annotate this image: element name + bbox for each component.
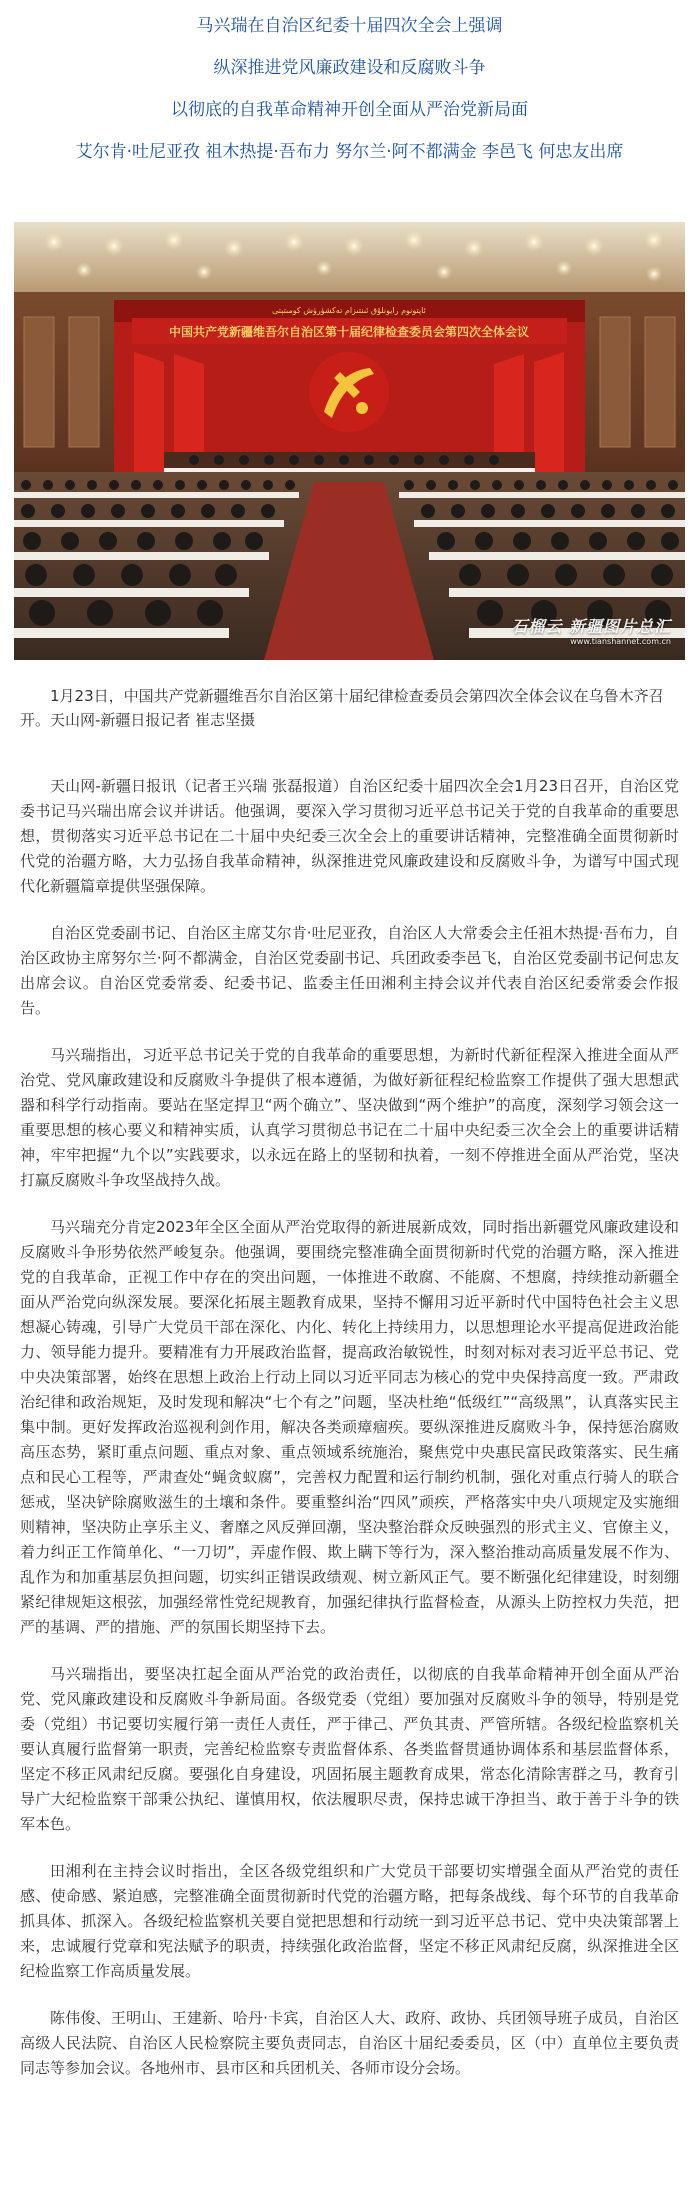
paragraph: 田湘利在主持会议时指出，全区各级党组织和广大党员干部要切实增强全面从严治党的责任感、使命感、紧迫感，完整准确全面贯彻新时代党的治疆方略，把每条战线、每个环节的自我革命抓具体、抓深入。各级纪检监察机关要自觉把思想和行动统一到习近平总书记、党中央决策部署上来，忠诚履行党章和宪法赋予的职责，持续强化政治监督，坚定不移正风肃纪反腐，纵深推进全区纪检监察工作高质量发展。 [20,1862,679,1980]
banner-text: 中国共产党新疆维吾尔自治区第十届纪律检查委员会第四次全体会议 [168,325,530,339]
paragraph: 陈伟俊、王明山、王建新、哈丹·卡宾，自治区人大、政府、政协、兵团领导班子成员，自治区高级人民法院、自治区人民检察院主要负责同志，自治区十届纪委委员，区（中）直单位主要负责同志等参加会议。各地州市、县市区和兵团机关、各师市设分会场。 [20,2009,679,2077]
caption-text: 1月23日，中国共产党新疆维吾尔自治区第十届纪律检查委员会第四次全体会议在乌鲁木齐召开。天山网-新疆日报记者 崔志坚摄 [20,687,664,729]
article-body [20,774,679,2103]
paragraph: 马兴瑞指出，习近平总书记关于党的自我革命的重要思想，为新时代新征程深入推进全面从严治党、党风廉政建设和反腐败斗争提供了根本遵循，为做好新征程纪检监察工作提供了强大思想武器和科学行动指南。要站在坚定捍卫“两个确立”、坚决做到“两个维护”的高度，深刻学习领会这一重要思想的核心要义和精神实质，认真学习贯彻总书记在二十届中央纪委三次全会上的重要讲话精神，牢牢把握“九个以”实践要求，以永远在路上的坚韧和执着，一刻不停推进全面从严治党，坚决打赢反腐败斗争攻坚战持久战。 [20,1046,679,1189]
paragraph: 天山网-新疆日报讯（记者王兴瑞 张磊报道）自治区纪委十届四次全会1月23日召开，自治区党委书记马兴瑞出席会议并讲话。他强调，要深入学习贯彻习近平总书记关于党的自我革命的重要思想，贯彻落实习近平总书记在二十届中央纪委三次全会上的重要讲话精神，完整准确全面贯彻新时代党的治疆方略，大力弘扬自我革命精神，纵深推进党风廉政建设和反腐败斗争，为谱写中国式现代化新疆篇章提供坚强保障。 [20,777,679,895]
banner-uyghur-text: ئاپتونوم رايونلۇق ئىنتىزام تەكشۈرۈش كومىتېتى [272,306,426,315]
headline-main: 马兴瑞在自治区纪委十届四次全会上强调 [196,16,503,36]
photo-watermark [511,614,671,646]
paragraph: 马兴瑞指出，要坚决扛起全面从严治党的政治责任，以彻底的自我革命精神开创全面从严治党、党风廉政建设和反腐败斗争新局面。各级党委（党组）要加强对反腐败斗争的领导，特别是党委（党组）书记要切实履行第一责任人责任，严于律己、严负其责、严管所辖。各级纪检监察机关要认真履行监督第一职责，完善纪检监察专责监督体系、各类监督贯通协调体系和基层监督体系，坚定不移正风肃纪反腐。要强化自身建设，巩固拓展主题教育成果，常态化清除害群之马，教育引导广大纪检监察干部秉公执纪、谨慎用权，依法履职尽责，保持忠诚干净担当、敢于善于斗争的铁军本色。 [20,1665,679,1833]
photo-caption [20,684,679,740]
headline-block [0,14,699,182]
meeting-photo [14,222,685,660]
paragraph: 马兴瑞充分肯定2023年全区全面从严治党取得的新进展新成效，同时指出新疆党风廉政建设和反腐败斗争形势依然严峻复杂。他强调，要围绕完整准确全面贯彻新时代党的治疆方略，深入推进党的自我革命，正视工作中存在的突出问题，一体推进不敢腐、不能腐、不想腐，持续推动新疆全面从严治党向纵深发展。要深化拓展主题教育成果，坚持不懈用习近平新时代中国特色社会主义思想凝心铸魂，引导广大党员干部在深化、内化、转化上持续用力，以思想理论水平提高促进政治能力、领导能力提升。要精准有力开展政治监督，提高政治敏锐性，时刻对标对表习近平总书记、党中央决策部署，始终在思想上政治上行动上同以习近平同志为核心的党中央保持高度一致。严肃政治纪律和政治规矩，及时发现和解决“七个有之”问题，坚决杜绝“低级红”“高级黑”，认真落实民主集中制。更好发挥政治巡视利剑作用，解决各类顽瘴痼疾。要纵深推进反腐败斗争，保持惩治腐败高压态势，紧盯重点问题、重点对象、重点领域系统施治，聚焦党中央惠民富民政策落实、民生痛点和民心工程等，严肃查处“蝇贪蚁腐”，完善权力配置和运行制约机制，强化对重点行骑人的联合惩戒，坚决铲除腐败滋生的土壤和条件。要重整纠治“四风”顽疾，严格落实中央八项规定及实施细则精神，坚决防止享乐主义、奢靡之风反弹回潮，坚决整治群众反映强烈的形式主义、官僚主义，着力纠正工作简单化、“一刀切”，弄虚作假、欺上瞒下等行为，深入整治推动高质量发展不作为、乱作为和加重基层负担问题，切实纠正错误政绩观、树立新风正气。要不断强化纪律建设，时刻绷紧纪律规矩这根弦，加强经常性党纪规教育，加强纪律执行监督检查，从源头上防控权力失范，把严的基调、严的措施、严的氛围长期坚持下去。 [20,1218,679,1636]
watermark-text: 石榴云 新疆图片总汇 [511,617,671,636]
meeting-hall-illustration [14,222,685,660]
headline-sub-1: 纵深推进党风廉政建设和反腐败斗争 [213,58,486,78]
watermark-url: www.tianshannet.com.cn [570,637,671,646]
paragraph: 自治区党委副书记、自治区主席艾尔肯·吐尼亚孜，自治区人大常委会主任祖木热提·吾布力，自治区政协主席努尔兰·阿不都满金，自治区党委副书记、兵团政委李邑飞，自治区党委副书记何忠友出席会议。自治区党委常委、纪委书记、监委主任田湘利主持会议并代表自治区纪委常委会作报告。 [20,924,679,1017]
headline-sub-2: 以彻底的自我革命精神开创全面从严治党新局面 [171,100,528,120]
headline-attendees: 艾尔肯·吐尼亚孜 祖木热提·吾布力 努尔兰·阿不都满金 李邑飞 何忠友出席 [75,142,624,162]
